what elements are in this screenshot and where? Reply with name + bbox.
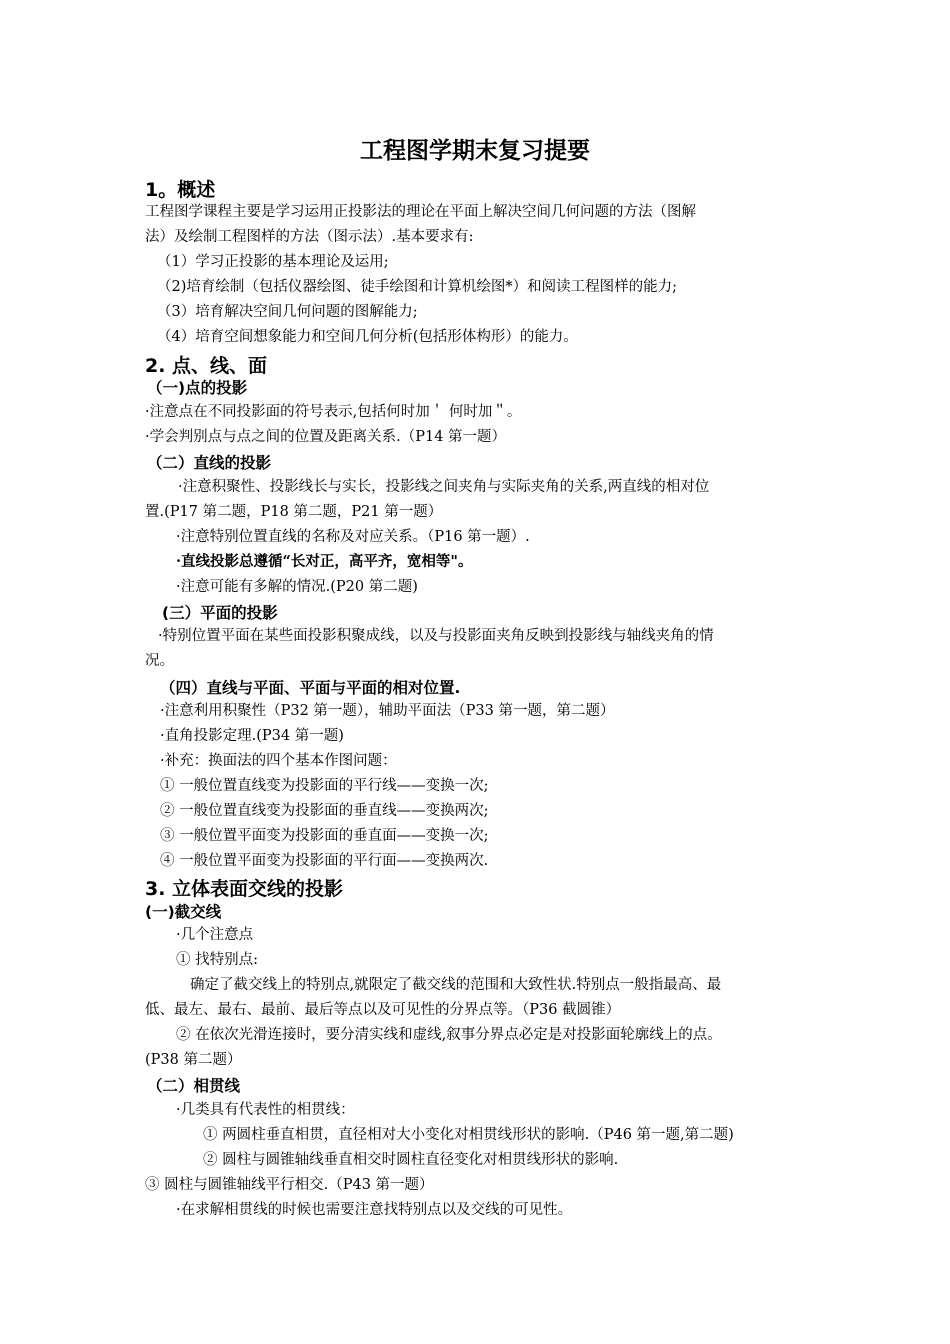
section-1-heading: 1。概述 [145, 179, 216, 201]
paragraph-line: 确定了截交线上的特别点,就限定了截交线的范围和大致性状.特别点一般指最高、最 [190, 977, 722, 993]
subsection-heading: (一)截交线 [145, 903, 222, 921]
subsection-heading: （二）直线的投影 [147, 454, 272, 472]
list-item: ① 找特别点: [176, 952, 258, 968]
paragraph-line: ·注意特别位置直线的名称及对应关系。（P16 第一题）. [176, 529, 530, 545]
paragraph-line: ·在求解相贯线的时候也需要注意找特别点以及交线的可见性。 [176, 1202, 573, 1218]
subsection-heading: (三）平面的投影 [162, 604, 278, 622]
list-item: （1）学习正投影的基本理论及运用; [157, 254, 389, 270]
paragraph-line: ·几类具有代表性的相贯线： [176, 1102, 355, 1118]
paragraph-line: ② 在依次光滑连接时，要分清实线和虚线,叙事分界点必定是对投影面轮廓线上的点。 [176, 1027, 722, 1043]
paragraph-line: 工程图学课程主要是学习运用正投影法的理论在平面上解决空间几何问题的方法（图解 [145, 204, 696, 220]
paragraph-line: 置.(P17 第二题，P18 第二题，P21 第一题） [145, 504, 443, 520]
paragraph-line: ·注意可能有多解的情况.(P20 第二题) [176, 579, 418, 595]
paragraph-line: ·学会判别点与点之间的位置及距离关系.（P14 第一题） [145, 429, 507, 445]
list-item: ① 两圆柱垂直相贯，直径相对大小变化对相贯线形状的影响.（P46 第一题,第二题) [203, 1127, 734, 1143]
list-item: ③ 圆柱与圆锥轴线平行相交.（P43 第一题） [145, 1177, 434, 1193]
section-2-heading: 2. 点、线、面 [145, 355, 268, 377]
key-rule-line: ·直线投影总遵循“长对正，高平齐，宽相等"。 [176, 553, 473, 570]
subsection-heading: （四）直线与平面、平面与平面的相对位置. [160, 679, 461, 697]
paragraph-line: ·注意利用积聚性（P32 第一题），辅助平面法（P33 第一题，第二题） [160, 703, 615, 719]
paragraph-line: 低、最左、最右、最前、最后等点以及可见性的分界点等。（P36 截圆锥） [145, 1002, 621, 1018]
paragraph-line: ·注意点在不同投影面的符号表示,包括何时加＇ 何时加＂。 [145, 404, 522, 420]
document-title: 工程图学期末复习提要 [360, 138, 590, 164]
list-item: ② 一般位置直线变为投影面的垂直线——变换两次; [160, 803, 489, 819]
paragraph-line: 况。 [145, 653, 174, 669]
paragraph-line: ·注意积聚性、投影线长与实长，投影线之间夹角与实际夹角的关系,两直线的相对位 [178, 479, 710, 495]
list-item: （4）培育空间想象能力和空间几何分析(包括形体构形）的能力。 [157, 329, 578, 345]
paragraph-line: ·直角投影定理.(P34 第一题) [160, 728, 344, 744]
paragraph-line: ·特别位置平面在某些面投影积聚成线，以及与投影面夹角反映到投影线与轴线夹角的情 [158, 628, 714, 644]
list-item: （3）培育解决空间几何问题的图解能力; [157, 304, 418, 320]
list-item: ① 一般位置直线变为投影面的平行线——变换一次; [160, 778, 489, 794]
paragraph-line: (P38 第二题） [145, 1052, 242, 1068]
list-item: ④ 一般位置平面变为投影面的平行面——变换两次. [160, 853, 489, 869]
list-item: ③ 一般位置平面变为投影面的垂直面——变换一次; [160, 828, 489, 844]
subsection-heading: （二）相贯线 [147, 1077, 241, 1095]
list-item: ② 圆柱与圆锥轴线垂直相交时圆柱直径变化对相贯线形状的影响. [203, 1152, 619, 1168]
section-3-heading: 3. 立体表面交线的投影 [145, 878, 344, 900]
paragraph-line: 法）及绘制工程图样的方法（图示法）.基本要求有: [145, 229, 474, 245]
paragraph-line: ·几个注意点 [176, 927, 254, 943]
subsection-heading: （一)点的投影 [147, 379, 248, 397]
list-item: （2)培育绘制（包括仪器绘图、徒手绘图和计算机绘图*）和阅读工程图样的能力; [157, 279, 678, 295]
paragraph-line: ·补充：换面法的四个基本作图问题： [160, 753, 397, 769]
